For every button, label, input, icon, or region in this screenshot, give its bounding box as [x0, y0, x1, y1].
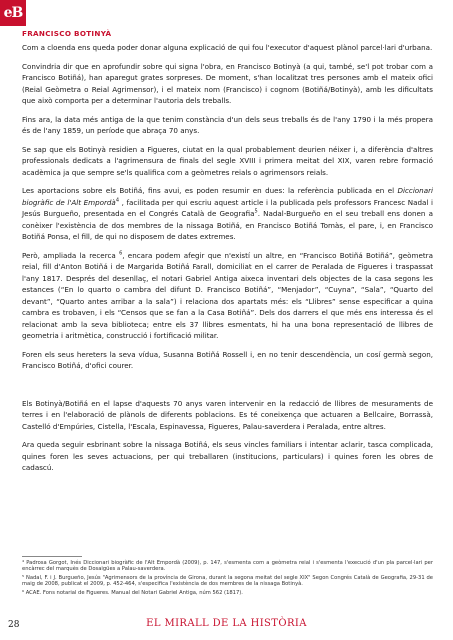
paragraph-1: Com a cloenda ens queda poder donar alguna explicació de qui fou l'executor d'aquest plànol parcel·lari d'urbana. [22, 43, 433, 52]
article-body [22, 42, 433, 481]
paragraph-5-text-c: . Nadal-Burgueño en el seu treball ens donen a conèixer l'existència de dos membres de la nissaga Botiñá, en Francisco Botiñá Tomàs, el pare, i, en Francisco Botiñá Ponsa, el fill, de qui no disposem de dates extremes. [22, 209, 433, 241]
paragraph-5 [22, 185, 433, 243]
journal-logo: eB [0, 0, 26, 26]
paragraph-3: Fins ara, la data més antiga de la que tenim constància d'un dels seus treballs és de l'any 1790 i la més propera és de l'any 1859, un període que abraça 70 anys. [22, 114, 433, 135]
footnote-separator [22, 556, 82, 557]
paragraph-2: Convindria dir que en aprofundir sobre qui signa l'obra, en Francisco Botinyà (a qui, també, se'l pot trobar com a Francisco Botiñá), han aparegut grates sorpreses. De moment, s'han localitzat tres persones amb el mateix ofici (Reial Geòmetra o Reial Agrimensor), i el mateix nom (Francisco) i cognom (Botiñá/Botinyà), amb les dificultats que això comporta per a determinar l'autoria dels treballs. [22, 61, 433, 105]
paragraph-6-text-b: , encara podem afegir que n'existí un altre, en “Francisco Botiñá Botiñá”, geòmetra reial, fill d'Anton Botiñá i de Margarida Botiñá Farall, domiciliat en el carrer de Peralada de Figueres i traspassat l'any 1817. Després del desenllaç, el notari Gabriel Antiga aixeca inventari dels objectes de la casa segons les estances (“En lo quarto o cambra del difunt D. Francisco Botiñá”, “Menjador”, “Cuyna”, “Sala”, “Quarto del devant”, “Quarto antes arribar a la sala”) i relaciona dos apartats més: els “Llibres” sense especificar a quina cambra es trobaven, i els “Censos que se fan a la Casa Botiñá”. Dels dos darrers el que més ens interessa és el relacionat amb la seva biblioteca; entre els 37 llibres esmentats, hi ha una bona representació de llibres de geometria i aritmètica, construcció i fortificació militar. [22, 250, 433, 340]
paragraph-4: Se sap que els Botinyà residien a Figueres, ciutat en la qual probablement deurien néixer i, a diferència d'altres professionals dedicats a l'agrimensura de finals del segle XVIII i primera meitat del XIX, varen rebre formació acadèmica ja que sempre se'ls qualifica com a geòmetres reials o agrimensors reials. [22, 144, 433, 177]
footnote-ref-6[interactable]: 6 [119, 250, 123, 257]
footnotes [22, 560, 433, 598]
dictionary-title: Diccionari biogràfic de l'Alt Empordà [22, 186, 433, 207]
footnote-6: ⁶ ACAE. Fons notarial de Figueres. Manual del Notari Gabriel Antiga, núm 562 (1817). [22, 589, 243, 596]
footnote-5: ⁵ Nadal, F. i J. Burgueño, Jesús "Agrimensors de la província de Girona, durant la segona meitat del segle XIX" Segon Congrés Català de Geografia, 29-31 de maig de 2008, publicat el 2009, p. 452-464, s'especifica l'existència de dos membres de la nissaga Botinyà. [22, 574, 433, 588]
paragraph-6 [22, 250, 433, 342]
section-heading: FRANCISCO BOTINYÀ [22, 29, 112, 38]
paragraph-8: Els Botinyà/Botiñá en el lapse d'aquests 70 anys varen intervenir en la redacció de llibres de mesuraments de terres i en l'elaboració de plànols de diferents poblacions. Es té coneixença que actuaren a Bellcaire, Borrassà, Castelló d'Empúries, Cistella, l'Escala, Espinavessa, Figueres, Palau-saverdera i Peralada, entre altres. [22, 398, 433, 431]
journal-title: EL MIRALL DE LA HISTÒRIA [146, 618, 307, 629]
paragraph-9: Ara queda seguir esbrinant sobre la nissaga Botiñá, els seus vincles familiars i intentar aclarir, tasca complicada, quines foren les seves actuacions, per qui treballaren (institucions, particulars) i quines foren les obres de cadascú. [22, 440, 433, 472]
paragraph-5-text-a: Les aportacions sobre els Botiñá, fins avui, es poden resumir en dues: la referència publicada en el [22, 186, 398, 195]
footnote-ref-4[interactable]: 4 [115, 197, 119, 204]
footnote-ref-5[interactable]: 5 [254, 208, 258, 215]
footnote-4: ⁴ Padrosa Gorgot, Inés Diccionari biogràfic de l'Alt Empordà (2009), p. 147, s'esmenta com a geòmetra reial i s'esmenta l'execució d'un pla parcel·lari per encàrrec del marquès de Dosaigües a Palau-saverdera. [22, 560, 433, 573]
paragraph-5-text-b: , facilitada per qui escriu aquest article i la publicada pels professors Francesc Nadal i Jesús Burgueño, presentada en el Congrés Català de Geografia [22, 197, 433, 218]
page-number: 28 [8, 620, 20, 630]
paragraph-7: Foren els seus hereters la seva vídua, Susanna Botiñá Rossell i, en no tenir descendència, un cosí germà segon, Francisco Botiñá, d'ofici courer. [22, 349, 433, 370]
paragraph-6-text-a: Però, ampliada la recerca [22, 250, 120, 260]
